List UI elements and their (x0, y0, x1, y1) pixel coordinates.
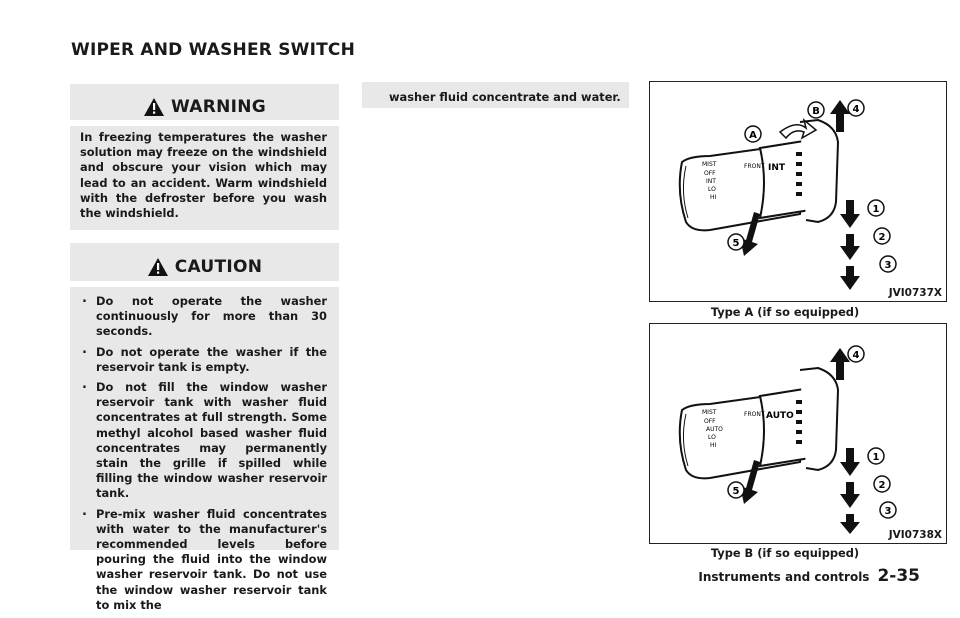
caution-header (70, 252, 339, 282)
arrow-down-icon (840, 266, 860, 290)
callout-5: 5 (732, 238, 740, 249)
stalk-label: MIST (702, 409, 717, 416)
figure-code: JVI0737X (888, 287, 942, 299)
warning-text: In freezing temperatures the washer solution may freeze on the windshield and obscure your vision which may lead to an accident. Warm windshield with the defroster before you wash the windshield. (80, 130, 327, 221)
arrow-up-icon (830, 348, 850, 380)
footer-section: Instruments and controls (698, 570, 870, 584)
wiper-stalk-illustration-b (650, 324, 946, 543)
callout-2: 2 (878, 232, 886, 243)
arrow-down-icon (840, 514, 860, 534)
caution-item: . Do not fill the window washer reservoir tank with washer fluid concentrates at full strength. Some methyl alcohol based washer fluid concentrates may permanently stain the grille if spilled while filling the window washer reservoir tank. (80, 380, 327, 502)
stalk-label: HI (710, 194, 717, 201)
stalk-label: INT (706, 178, 716, 185)
stalk-label: LO (708, 186, 716, 193)
stalk-label: HI (710, 442, 717, 449)
wiper-stalk-illustration-a (650, 82, 946, 301)
page-number: 2-35 (877, 566, 920, 586)
caution-triangle-icon (147, 257, 169, 277)
callout-1: 1 (872, 452, 880, 463)
arrow-down-icon (840, 448, 860, 476)
arrow-down-icon (840, 482, 860, 508)
callout-1: 1 (872, 204, 880, 215)
figure-type-a (649, 81, 947, 302)
warning-label: WARNING (170, 97, 267, 117)
knob-label: AUTO (766, 411, 794, 421)
figure-caption: Type A (if so equipped) (710, 305, 860, 319)
front-label: FRONT (744, 163, 765, 170)
caution-item: . Pre-mix washer fluid concentrates with water to the manufacturer's recommended levels before pouring the fluid into the window washer reservoir tank. Do not use the window washer reservoir tank to mix the (80, 507, 327, 613)
callout-b: B (812, 106, 820, 117)
caution-item: . Do not operate the washer continuously for more than 30 seconds. (80, 294, 327, 340)
callout-4: 4 (852, 350, 860, 361)
callout-2: 2 (878, 480, 886, 491)
page-footer (698, 566, 920, 586)
caution-item: . Do not operate the washer if the reservoir tank is empty. (80, 345, 327, 375)
caution-box (70, 243, 339, 612)
callout-a: A (749, 130, 757, 141)
stalk-label: AUTO (706, 426, 723, 433)
figure-type-b (649, 323, 947, 544)
callout-3: 3 (884, 506, 892, 517)
figure-caption: Type B (if so equipped) (710, 546, 860, 560)
stalk-label: OFF (704, 418, 716, 425)
page-title: WIPER AND WASHER SWITCH (71, 40, 356, 60)
figure-code: JVI0738X (888, 529, 942, 541)
arrow-up-icon (830, 100, 850, 132)
front-label: FRONT (744, 411, 765, 418)
arrow-down-icon (840, 200, 860, 228)
continued-text: washer fluid concentrate and water. (389, 90, 621, 104)
caution-label: CAUTION (174, 257, 263, 277)
callout-5: 5 (732, 486, 740, 497)
knob-label: INT (768, 163, 786, 173)
stalk-label: LO (708, 434, 716, 441)
stalk-label: OFF (704, 170, 716, 177)
warning-triangle-icon (143, 97, 165, 117)
callout-3: 3 (884, 260, 892, 271)
warning-header (70, 92, 339, 122)
warning-box (70, 84, 339, 230)
caution-list (80, 294, 327, 618)
stalk-label: MIST (702, 161, 717, 168)
arrow-down-icon (840, 234, 860, 260)
callout-4: 4 (852, 104, 860, 115)
